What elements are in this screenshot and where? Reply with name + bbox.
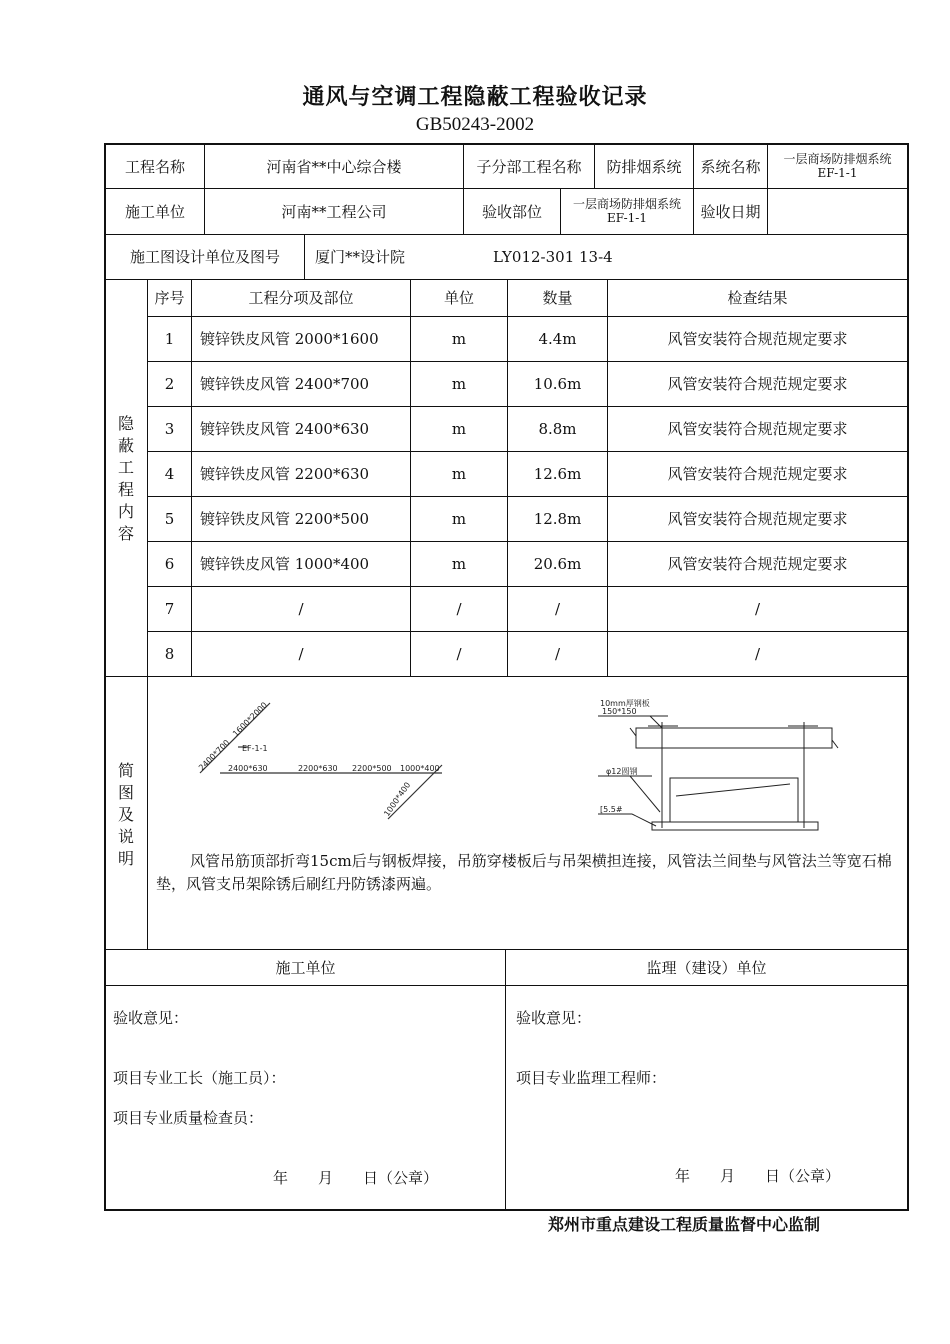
row-result: 风管安装符合规范规定要求	[667, 555, 848, 573]
left-foreman: 项目专业工长（施工员）：	[113, 1069, 286, 1087]
right-engineer: 项目专业监理工程师：	[516, 1069, 667, 1087]
col-header-item: 工程分项及部位	[248, 289, 354, 307]
row-qty: 20.6m	[533, 555, 582, 573]
duct-taper	[676, 784, 790, 796]
system-name-label: 系统名称	[700, 157, 761, 176]
row-item: 镀锌铁皮风管 2400*630	[200, 420, 370, 438]
row-unit: m	[451, 510, 467, 528]
col-header-qty: 数量	[542, 289, 573, 307]
sketch-section-text: 简 图 及 说 明	[117, 761, 134, 868]
border-right	[907, 143, 909, 1211]
standard-code: GB50243-2002	[415, 114, 535, 135]
content-section-text: 隐 蔽 工 程 内 容	[117, 414, 134, 543]
channel-callout-leader	[632, 814, 656, 826]
row-result: 风管安装符合规范规定要求	[667, 510, 848, 528]
left-date: 年 月 日（公章）	[273, 1169, 439, 1187]
vline	[505, 949, 506, 1211]
system-name-line1: 一层商场防排烟系统	[783, 151, 892, 166]
row-result: 风管安装符合规范规定要求	[667, 465, 848, 483]
dim-2200x500: 2200*500	[352, 764, 392, 773]
row-unit: m	[451, 555, 467, 573]
row-unit: m	[451, 375, 467, 393]
drawing-number: LY012-301 13-4	[493, 248, 613, 266]
row-result: /	[754, 645, 761, 663]
project-name: 河南省**中心综合楼	[266, 157, 402, 176]
date-value	[768, 189, 907, 234]
right-opinion: 验收意见：	[516, 1009, 592, 1027]
row-item: /	[298, 645, 304, 663]
location-label: 验收部位	[481, 202, 542, 221]
system-name	[768, 145, 907, 188]
row-result: 风管安装符合规范规定要求	[667, 375, 848, 393]
contractor-label: 施工单位	[124, 202, 185, 221]
row-qty: 8.8m	[538, 420, 577, 438]
left-inspector: 项目专业质量检查员：	[113, 1109, 264, 1127]
floor-slab	[636, 728, 832, 748]
hanger-detail-sketch	[590, 692, 840, 842]
plate-size-label: 150*150	[602, 707, 637, 716]
right-date: 年 月 日（公章）	[675, 1167, 841, 1185]
row-qty: 12.8m	[533, 510, 582, 528]
dim-2400x700: 2400*700	[197, 738, 232, 773]
slab-break-right	[832, 740, 838, 748]
row-result: 风管安装符合规范规定要求	[667, 420, 848, 438]
dim-2200x630: 2200*630	[298, 764, 338, 773]
row-unit: /	[456, 600, 462, 618]
left-opinion: 验收意见：	[113, 1009, 189, 1027]
location-line2: EF-1-1	[607, 210, 647, 225]
location-line1: 一层商场防排烟系统	[572, 196, 681, 211]
ef-label: EF-1-1	[242, 744, 268, 753]
slab-break-left	[630, 728, 636, 736]
row-no: 4	[164, 465, 175, 483]
location	[561, 189, 693, 234]
left-header: 施工单位	[275, 958, 336, 977]
row-no: 3	[164, 420, 175, 438]
border-left	[104, 143, 106, 1211]
project-name-label: 工程名称	[124, 157, 185, 176]
row-qty: 4.4m	[538, 330, 577, 348]
row-no: 2	[164, 375, 175, 393]
design-unit: 厦门**设计院	[315, 248, 406, 266]
row-item: /	[298, 600, 304, 618]
row-item: 镀锌铁皮风管 1000*400	[200, 555, 370, 573]
row-qty: 12.6m	[533, 465, 582, 483]
subsection: 防排烟系统	[606, 157, 682, 176]
row-no: 8	[164, 645, 175, 663]
channel-crossarm	[652, 822, 818, 830]
rod-label: φ12圆钢	[606, 767, 638, 776]
dim-1000x400-diag: 1000*400	[382, 780, 413, 819]
design-label: 施工图设计单位及图号	[129, 248, 280, 266]
subsection-label: 子分部工程名称	[476, 157, 582, 176]
row-qty: 10.6m	[533, 375, 582, 393]
date-label: 验收日期	[700, 202, 761, 221]
dim-2400x630: 2400*630	[228, 764, 268, 773]
row-unit: /	[456, 645, 462, 663]
row-qty: /	[554, 600, 561, 618]
hline	[104, 985, 909, 986]
col-header-result: 检查结果	[727, 289, 788, 307]
row-qty: /	[554, 645, 561, 663]
footer-issuer: 郑州市重点建设工程质量监督中心监制	[548, 1215, 821, 1234]
row-unit: m	[451, 465, 467, 483]
border-bottom	[104, 1209, 909, 1211]
hline	[104, 676, 909, 677]
channel-label: [5.5#	[600, 805, 623, 814]
row-result: 风管安装符合规范规定要求	[667, 330, 848, 348]
row-no: 7	[164, 600, 175, 618]
row-unit: m	[451, 330, 467, 348]
contractor: 河南**工程公司	[281, 202, 387, 221]
row-result: /	[754, 600, 761, 618]
dim-1600x2000: 1600*2000	[231, 700, 270, 739]
row-no: 5	[164, 510, 175, 528]
row-item: 镀锌铁皮风管 2400*700	[200, 375, 370, 393]
col-header-no: 序号	[154, 289, 185, 307]
row-unit: m	[451, 420, 467, 438]
document-title: 通风与空调工程隐蔽工程验收记录	[302, 85, 648, 110]
installation-note: 风管吊筋顶部折弯15cm后与钢板焊接，吊筋穿楼板后与吊架横担连接，风管法兰间垫与风管法兰等宽石棉垫，风管支吊架除锈后刷红丹防锈漆两遍。	[156, 852, 892, 893]
row-item: 镀锌铁皮风管 2200*500	[200, 510, 370, 528]
duct-section	[670, 778, 798, 822]
rod-callout-leader	[630, 776, 660, 812]
plate-label: 10mm厚钢板	[600, 699, 650, 708]
row-no: 1	[164, 330, 175, 348]
sketch-section-label	[115, 760, 137, 870]
col-header-unit: 单位	[443, 289, 474, 307]
row-item: 镀锌铁皮风管 2200*630	[200, 465, 370, 483]
dim-1000x400-top: 1000*400	[400, 764, 440, 773]
right-header: 监理（建设）单位	[646, 958, 767, 977]
duct-routing-sketch	[190, 685, 460, 825]
row-item: 镀锌铁皮风管 2000*1600	[200, 330, 379, 348]
content-section-label	[115, 413, 137, 545]
system-name-line2: EF-1-1	[817, 165, 858, 180]
row-no: 6	[164, 555, 175, 573]
